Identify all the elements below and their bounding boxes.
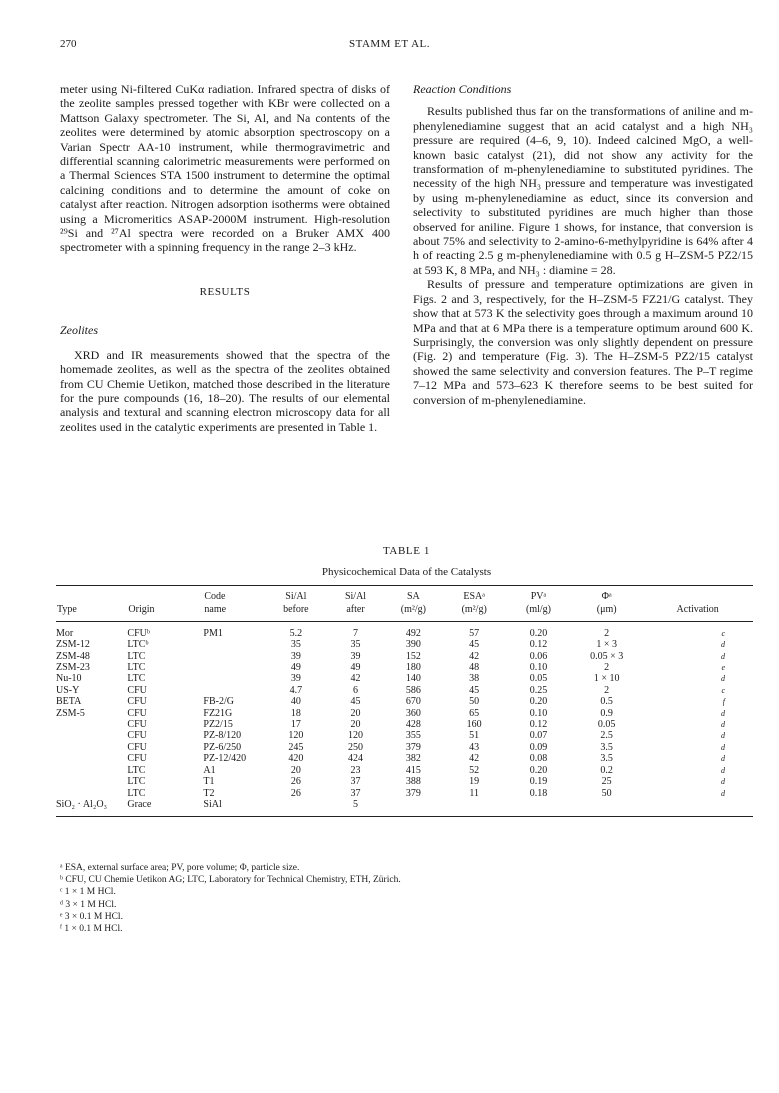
cell-activation: f xyxy=(722,697,725,707)
cell-esa: 42 xyxy=(469,753,480,765)
cell-sa: 180 xyxy=(405,662,421,674)
left-paragraph-1: meter using Ni-filtered CuKα radiation. Infrared spectra of disks of the zeolite samples pressed together with KBr were collected on a Mattson Galaxy spectrometer. The Si, Al, and Na contents of the zeolites were determined by atomic absorption spectroscopy on a Varian Spectr AA-10 instrument, while thermogravimetric and differential scanning calorimetric measurements were performed on a Thermal Sciences STA 1500 instrument to determine the optimal calcining conditions and to determine the amount of coke on catalyst after reaction. Nitrogen adsorption isotherms were obtained using a Micromeritics ASAP-2000M instrument. High-resolution ²⁹Si and ²⁷Al spectra were recorded on a Bruker AMX 400 spectrometer with a spinning frequency in the range 2–3 kHz. xyxy=(60,82,390,255)
header-esa: ESAᵃ xyxy=(442,586,505,604)
cell-si-al-after: 20 xyxy=(350,719,361,731)
cell-code-name: A1 xyxy=(203,764,216,776)
cell-sa: 670 xyxy=(405,696,421,708)
cell-pv: 0.09 xyxy=(529,741,548,753)
cell-type: ZSM-23 xyxy=(56,662,90,674)
right-paragraph-1: Results published thus far on the transformations of aniline and m-phenylenediamine suggest that an acid catalyst and a high NH₃ pressure are required (4–6, 9, 10). Indeed calcined MgO, a well-known basic catalyst (21), did not show any activity for the transformation of m-phenylenediamine to substituted pyridines. The necessity of the high NH₃ pressure and temperature was investigated by using m-phenylenediamine as educt, since its conversion and selectivity to substituted pyridines are much higher than those observed for aniline. Figure 1 shows, for instance, that conversion is about 75% and selectivity to 2-amino-6-methylpyridine is 64% after 4 h of reacting 2.5 g m-phenylenediamine with 0.5 g H–ZSM-5 PZ2/15 at 593 K, 8 MPa, and NH₃ : diamine = 28. xyxy=(413,104,753,277)
cell-pv: 0.20 xyxy=(529,696,548,708)
cell-pv: 0.12 xyxy=(529,639,548,651)
cell-type: Nu-10 xyxy=(56,673,82,685)
cell-activation: d xyxy=(721,765,725,775)
header-pv: (ml/g) xyxy=(506,603,571,621)
header-code-name: name xyxy=(203,603,265,621)
cell-si-al-before: 5.2 xyxy=(289,627,303,639)
cell-activation: d xyxy=(721,674,725,684)
table-row xyxy=(56,788,753,799)
cell-activation: d xyxy=(721,720,725,730)
cell-si-al-after: 5 xyxy=(327,799,385,817)
cell-origin: CFU xyxy=(127,753,147,765)
cell-activation: d xyxy=(721,640,725,650)
header-si-al-after: after xyxy=(327,603,385,621)
cell-sa: 388 xyxy=(405,776,421,788)
header-origin xyxy=(127,586,203,604)
cell-activation: d xyxy=(721,651,725,661)
cell-si-al-before: 4.7 xyxy=(289,684,303,696)
cell-si-al-before xyxy=(265,799,327,817)
cell-si-al-before: 20 xyxy=(290,764,301,776)
cell-code-name: FB-2/G xyxy=(203,696,234,708)
cell-pv xyxy=(506,799,571,817)
cell-phi: 3.5 xyxy=(600,753,613,765)
cell-activation xyxy=(642,799,753,817)
cell-origin: CFU xyxy=(127,730,147,742)
cell-si-al-after: 20 xyxy=(350,707,361,719)
cell-pv: 0.10 xyxy=(529,707,548,719)
cell-si-al-after: 37 xyxy=(350,787,361,799)
cell-sa: 428 xyxy=(405,719,421,731)
table-row xyxy=(56,719,753,730)
cell-si-al-before: 120 xyxy=(288,730,304,742)
header-esa: (m²/g) xyxy=(442,603,505,621)
table-body xyxy=(56,621,753,817)
cell-origin: LTC xyxy=(127,650,146,662)
cell-type: Mor xyxy=(56,627,74,639)
table-subtitle: Physicochemical Data of the Catalysts xyxy=(321,566,492,578)
footnote: ᵈ 3 × 1 M HCl. xyxy=(60,899,117,910)
table-row xyxy=(56,685,753,696)
cell-origin: CFU xyxy=(127,741,147,753)
header-type: Type xyxy=(56,603,127,621)
right-paragraph-2: Results of pressure and temperature optimizations are given in Figs. 2 and 3, respectively, for the H–ZSM-5 FZ21/G catalyst. They show that at 573 K the selectivity goes through a maximum around 10 MPa and that at 6 MPa there is a temperature optimum around 600 K. Surprisingly, the conversion was only slightly dependent on pressure (Fig. 2) and temperature (Fig. 3). The H–ZSM-5 PZ2/15 catalyst showed the same selectivity and conversion features. The P–T regime 7–12 MPa and 573–623 K therefore seems to be best suited for conversion of m-phenylenediamine. xyxy=(413,277,753,407)
cell-sa: 390 xyxy=(405,639,421,651)
cell-sa: 152 xyxy=(405,650,421,662)
cell-code-name: T2 xyxy=(203,787,215,799)
cell-origin: LTCᵇ xyxy=(127,639,149,651)
cell-origin: CFU xyxy=(127,696,147,708)
header-sa: SA xyxy=(384,586,442,604)
cell-esa: 50 xyxy=(469,696,480,708)
left-paragraph-2: XRD and IR measurements showed that the spectra of the homemade zeolites, as well as the spectra of the zeolites obtained from CU Chemie Uetikon, matched those described in the literature for the pure compounds (16, 18–20). The results of our elemental analysis and textural and scanning electron microscopy data for all zeolites used in the catalytic experiments are presented in Table 1. xyxy=(60,347,390,434)
cell-origin: CFU xyxy=(127,707,147,719)
cell-origin: LTC xyxy=(127,764,146,776)
cell-si-al-before: 245 xyxy=(288,741,304,753)
cell-phi: 0.05 xyxy=(597,719,616,731)
cell-origin: Grace xyxy=(127,799,203,817)
cell-sa: 140 xyxy=(405,673,421,685)
cell-pv: 0.06 xyxy=(529,650,548,662)
cell-si-al-before: 35 xyxy=(290,639,301,651)
cell-origin: CFU xyxy=(127,719,147,731)
header-phi: Φᵃ xyxy=(571,586,642,604)
cell-sa: 492 xyxy=(405,627,421,639)
cell-pv: 0.20 xyxy=(529,627,548,639)
cell-type: SiO₂ · Al₂O₃ xyxy=(56,799,127,817)
cell-phi: 2.5 xyxy=(600,730,613,742)
cell-code-name: PZ-6/250 xyxy=(203,741,242,753)
cell-sa: 360 xyxy=(405,707,421,719)
cell-activation: d xyxy=(721,731,725,741)
cell-sa: 586 xyxy=(405,684,421,696)
cell-sa: 379 xyxy=(405,787,421,799)
footnote: ᵃ ESA, external surface area; PV, pore volume; Φ, particle size. xyxy=(60,863,300,873)
cell-si-al-after: 35 xyxy=(350,639,361,651)
cell-sa: 415 xyxy=(405,764,421,776)
running-head: STAMM ET AL. xyxy=(348,38,430,50)
cell-si-al-before: 39 xyxy=(290,673,301,685)
cell-phi xyxy=(571,799,642,817)
cell-activation: e xyxy=(721,663,725,673)
cell-esa: 45 xyxy=(469,684,480,696)
left-column xyxy=(60,82,390,434)
cell-code-name xyxy=(203,673,265,684)
cell-activation: d xyxy=(721,788,725,798)
cell-phi: 0.2 xyxy=(600,764,613,776)
subheading-zeolites: Zeolites xyxy=(60,323,98,338)
cell-pv: 0.19 xyxy=(529,776,548,788)
cell-type: ZSM-48 xyxy=(56,650,90,662)
cell-pv: 0.07 xyxy=(529,730,548,742)
header-sa: (m²/g) xyxy=(384,603,442,621)
header-si-al-before: Si/Al xyxy=(265,586,327,604)
cell-pv: 0.10 xyxy=(529,662,548,674)
header-origin: Origin xyxy=(127,603,203,621)
cell-si-al-before: 40 xyxy=(290,696,301,708)
cell-sa: 379 xyxy=(405,741,421,753)
cell-si-al-after: 42 xyxy=(350,673,361,685)
cell-activation: d xyxy=(721,777,725,787)
cell-code-name xyxy=(203,651,265,662)
cell-code-name: PM1 xyxy=(203,627,223,639)
header-type xyxy=(56,586,127,604)
cell-si-al-after: 39 xyxy=(350,650,361,662)
cell-type xyxy=(56,788,127,799)
header-pv: PVᵃ xyxy=(506,586,571,604)
cell-phi: 1 × 3 xyxy=(596,639,617,651)
cell-si-al-after: 45 xyxy=(350,696,361,708)
cell-esa: 19 xyxy=(469,776,480,788)
table-row xyxy=(56,696,753,707)
cell-si-al-after: 250 xyxy=(348,741,364,753)
cell-si-al-after: 120 xyxy=(348,730,364,742)
cell-code-name: FZ21G xyxy=(203,707,233,719)
cell-esa: 160 xyxy=(466,719,482,731)
header-activation: Activation xyxy=(642,603,753,621)
cell-type xyxy=(56,753,127,764)
cell-code-name: PZ-8/120 xyxy=(203,730,242,742)
cell-type xyxy=(56,730,127,741)
cell-phi: 2 xyxy=(604,627,610,639)
header-activation xyxy=(642,586,753,604)
page-number: 270 xyxy=(60,38,77,50)
cell-pv: 0.20 xyxy=(529,764,548,776)
cell-type: BETA xyxy=(56,696,82,708)
table-row xyxy=(56,730,753,741)
cell-pv: 0.18 xyxy=(529,787,548,799)
cell-type: US-Y xyxy=(56,684,80,696)
cell-si-al-before: 18 xyxy=(290,707,301,719)
header-si-al-after: Si/Al xyxy=(327,586,385,604)
cell-phi: 1 × 10 xyxy=(593,673,620,685)
table-row xyxy=(56,708,753,719)
table-row xyxy=(56,639,753,650)
cell-code-name: PZ-12/420 xyxy=(203,753,247,765)
cell-sa: 355 xyxy=(405,730,421,742)
cell-si-al-after: 49 xyxy=(350,662,361,674)
cell-activation: d xyxy=(721,742,725,752)
cell-si-al-after: 37 xyxy=(350,776,361,788)
cell-esa: 48 xyxy=(469,662,480,674)
cell-origin: LTC xyxy=(127,787,146,799)
cell-pv: 0.12 xyxy=(529,719,548,731)
cell-pv: 0.08 xyxy=(529,753,548,765)
page-header xyxy=(60,38,719,54)
cell-phi: 0.9 xyxy=(600,707,613,719)
cell-origin: LTC xyxy=(127,776,146,788)
table-row xyxy=(56,742,753,753)
footnote: ᶜ 1 × 1 M HCl. xyxy=(60,887,116,898)
cell-sa: 382 xyxy=(405,753,421,765)
table-row xyxy=(56,662,753,673)
cell-code-name xyxy=(203,685,265,696)
cell-pv: 0.25 xyxy=(529,684,548,696)
table-row xyxy=(56,753,753,764)
cell-activation: c xyxy=(721,628,725,638)
cell-si-al-before: 17 xyxy=(290,719,301,731)
header-phi: (μm) xyxy=(571,603,642,621)
cell-activation: d xyxy=(721,754,725,764)
cell-activation: d xyxy=(721,708,725,718)
cell-esa: 42 xyxy=(469,650,480,662)
cell-type: ZSM-5 xyxy=(56,707,85,719)
right-column xyxy=(413,82,753,407)
cell-phi: 25 xyxy=(601,776,612,788)
cell-phi: 0.05 × 3 xyxy=(590,650,624,662)
table-row xyxy=(56,776,753,787)
cell-code-name: SiAl xyxy=(203,799,265,817)
cell-si-al-before: 39 xyxy=(290,650,301,662)
cell-esa: 38 xyxy=(469,673,480,685)
cell-origin: LTC xyxy=(127,662,146,674)
cell-esa xyxy=(442,799,505,817)
cell-code-name: PZ2/15 xyxy=(203,719,233,731)
cell-esa: 45 xyxy=(469,639,480,651)
cell-phi: 0.5 xyxy=(600,696,613,708)
cell-code-name: T1 xyxy=(203,776,215,788)
footnote: ᶠ 1 × 0.1 M HCl. xyxy=(60,924,123,935)
cell-phi: 50 xyxy=(601,787,612,799)
cell-si-al-before: 26 xyxy=(290,787,301,799)
cell-activation: c xyxy=(721,685,725,695)
cell-si-al-after: 6 xyxy=(353,684,359,696)
cell-si-al-after: 424 xyxy=(348,753,364,765)
cell-pv: 0.05 xyxy=(529,673,548,685)
cell-si-al-before: 26 xyxy=(290,776,301,788)
cell-type xyxy=(56,742,127,753)
cell-code-name xyxy=(203,662,265,673)
cell-phi: 3.5 xyxy=(600,741,613,753)
cell-origin: LTC xyxy=(127,673,146,685)
section-heading-results: RESULTS xyxy=(199,285,251,298)
cell-esa: 51 xyxy=(469,730,480,742)
cell-origin: CFUᵇ xyxy=(127,627,150,639)
cell-phi: 2 xyxy=(604,662,610,674)
table-row xyxy=(56,621,753,639)
header-si-al-before: before xyxy=(265,603,327,621)
subheading-reaction-conditions: Reaction Conditions xyxy=(413,82,512,96)
cell-type: ZSM-12 xyxy=(56,639,90,651)
cell-phi: 2 xyxy=(604,684,610,696)
table-header-row-bottom xyxy=(56,603,753,621)
cell-code-name xyxy=(203,639,265,650)
catalyst-table xyxy=(56,585,753,817)
table-row xyxy=(56,651,753,662)
table-row xyxy=(56,765,753,776)
cell-si-al-after: 23 xyxy=(350,764,361,776)
cell-esa: 65 xyxy=(469,707,480,719)
footnote: ᵉ 3 × 0.1 M HCl. xyxy=(60,911,123,922)
footnote: ᵇ CFU, CU Chemie Uetikon AG; LTC, Laboratory for Technical Chemistry, ETH, Zürich. xyxy=(60,875,401,886)
table-row xyxy=(56,799,753,817)
cell-sa xyxy=(384,799,442,817)
table-row xyxy=(56,673,753,684)
header-code-name: Code xyxy=(203,586,265,604)
table-footnotes xyxy=(60,862,740,935)
cell-esa: 52 xyxy=(469,764,480,776)
cell-si-al-before: 420 xyxy=(288,753,304,765)
cell-esa: 43 xyxy=(469,741,480,753)
cell-esa: 11 xyxy=(469,787,479,799)
cell-type xyxy=(56,765,127,776)
cell-type xyxy=(56,776,127,787)
table-title: TABLE 1 xyxy=(382,545,430,557)
cell-si-al-after: 7 xyxy=(353,627,359,639)
cell-origin: CFU xyxy=(127,684,147,696)
table-header-row-top xyxy=(56,586,753,604)
cell-type xyxy=(56,719,127,730)
cell-esa: 57 xyxy=(469,627,480,639)
cell-si-al-before: 49 xyxy=(290,662,301,674)
